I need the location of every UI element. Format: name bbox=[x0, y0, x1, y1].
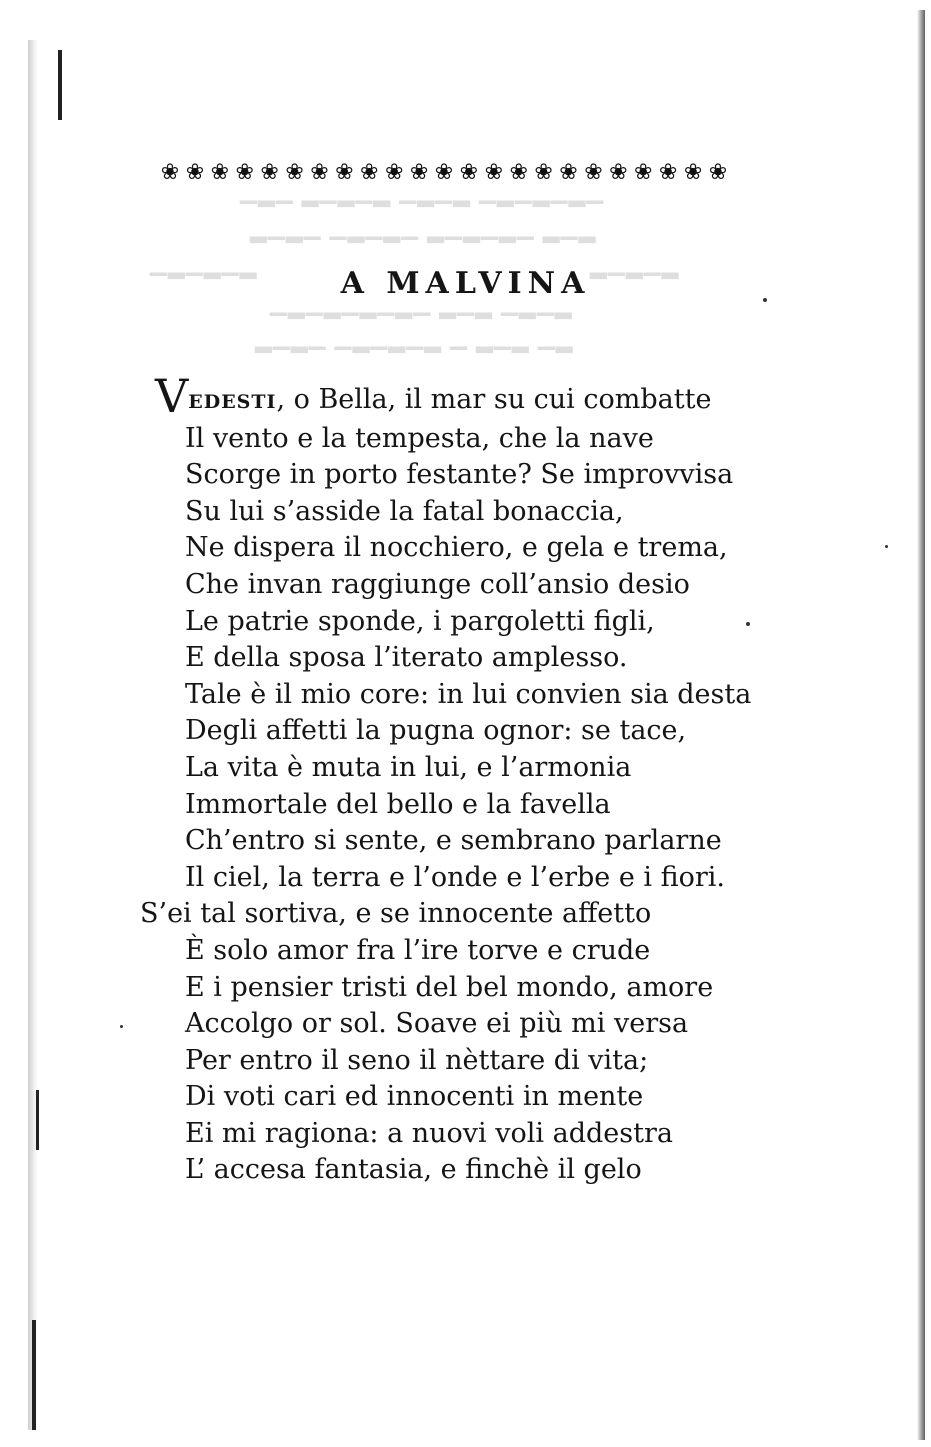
poem-line: Immortale del bello e la favella bbox=[185, 788, 611, 820]
poem-line: Di voti cari ed innocenti in mente bbox=[185, 1081, 644, 1113]
flower-ornament-icon: ❀ bbox=[559, 160, 578, 185]
poem-title: A MALVINA bbox=[340, 266, 591, 301]
poem-line: E della sposa l’iterato amplesso. bbox=[185, 642, 628, 674]
flower-ornament-icon: ❀ bbox=[434, 160, 454, 185]
scan-left-mark bbox=[32, 1320, 36, 1430]
poem-line: E i pensier tristi del bel mondo, amore bbox=[185, 971, 714, 1003]
poem-line: Ch’entro si sente, e sembrano parlarne bbox=[185, 825, 722, 857]
poem-line: Degli affetti la pugna ognor: se tace, bbox=[185, 715, 687, 747]
show-through: ▁▂▁▂▁▂ bbox=[150, 272, 258, 297]
flower-ornament-icon: ❀ bbox=[708, 160, 728, 185]
flower-ornament-icon: ❀ bbox=[160, 160, 180, 185]
show-through: ▁▂▁ ▂▁▂▁▂ ▁▂▁▂ ▁▂▁▂▁▂▁ bbox=[240, 200, 605, 225]
flower-ornament-icon: ❀ bbox=[584, 160, 603, 185]
poem-line: Le patrie sponde, i pargoletti figli, bbox=[185, 605, 655, 637]
flower-ornament-icon: ❀ bbox=[260, 160, 279, 185]
poem-line: L’ accesa fantasia, e finchè il gelo bbox=[185, 1154, 642, 1186]
ink-speck bbox=[885, 545, 888, 548]
poem-line: La vita è muta in lui, e l’armonia bbox=[185, 751, 632, 783]
poem-line: Ei mi ragiona: a nuovi voli addestra bbox=[185, 1117, 673, 1149]
poem-line: Su lui s’asside la fatal bonaccia, bbox=[185, 495, 624, 527]
flower-ornament-icon: ❀ bbox=[634, 160, 653, 185]
flower-ornament-icon: ❀ bbox=[509, 160, 528, 185]
flower-ornament-icon: ❀ bbox=[335, 160, 354, 185]
flower-ornament-icon: ❀ bbox=[484, 160, 503, 185]
poem-line: Il vento e la tempesta, che la nave bbox=[185, 422, 654, 454]
scan-left-mark bbox=[36, 1090, 39, 1150]
flower-ornament-icon: ❀ bbox=[235, 160, 254, 185]
flower-ornament-icon: ❀ bbox=[658, 160, 678, 185]
flower-ornament-icon: ❀ bbox=[310, 160, 329, 185]
show-through: ▁▂▁▂▁▂▁▂▁ ▂▁▂ ▁▂▁▂ bbox=[270, 312, 573, 337]
scan-left-edge bbox=[28, 40, 38, 1430]
poem-first-line bbox=[155, 369, 751, 423]
flower-ornament-icon: ❀ bbox=[384, 160, 404, 185]
poem-line: Ne dispera il nocchiero, e gela e trema, bbox=[185, 532, 728, 564]
poem-body bbox=[140, 369, 752, 1189]
poem-line: Che invan raggiunge coll’ansio desio bbox=[185, 568, 690, 600]
show-through: ▂▁▂▁ ▁▂▁▂▁▂ ▁ ▂▁▂ ▁▂ bbox=[255, 346, 574, 371]
scan-left-mark bbox=[58, 50, 62, 120]
show-through: ▂▁▂▁ ▁▂▁▂▁ ▂▁▂▁▂▁ ▂▁▂ bbox=[250, 236, 597, 261]
first-line-text: , o Bella, il mar su cui combatte bbox=[276, 384, 712, 415]
ink-speck bbox=[763, 298, 767, 302]
ink-speck bbox=[746, 622, 750, 626]
scan-right-edge bbox=[917, 10, 925, 1440]
flower-ornament-icon: ❀ bbox=[534, 160, 553, 185]
ink-speck bbox=[120, 1025, 123, 1028]
flower-ornament-icon: ❀ bbox=[683, 160, 703, 185]
flower-ornament-icon: ❀ bbox=[459, 160, 479, 185]
drop-cap: V bbox=[155, 369, 189, 423]
small-caps-word: EDESTI bbox=[188, 391, 277, 413]
flower-ornament-icon: ❀ bbox=[409, 160, 429, 185]
poem-line: Tale è il mio core: in lui convien sia desta bbox=[185, 678, 752, 710]
poem-line: Il ciel, la terra e l’onde e l’erbe e i fiori. bbox=[185, 861, 725, 893]
flower-ornament-icon: ❀ bbox=[609, 160, 628, 185]
decorative-ornament-row bbox=[158, 160, 730, 185]
poem-line: È solo amor fra l’ire torve e crude bbox=[185, 934, 651, 966]
flower-ornament-icon: ❀ bbox=[285, 160, 304, 185]
flower-ornament-icon: ❀ bbox=[210, 160, 230, 185]
flower-ornament-icon: ❀ bbox=[360, 160, 379, 185]
poem-line: Scorge in porto festante? Se improvvisa bbox=[185, 459, 734, 491]
poem-line: Per entro il seno il nèttare di vita; bbox=[185, 1044, 649, 1076]
poem-line: Accolgo or sol. Soave ei più mi versa bbox=[185, 1008, 689, 1040]
flower-ornament-icon: ❀ bbox=[185, 160, 205, 185]
show-through: ▂▁▂▁▂ bbox=[590, 272, 680, 297]
poem-line-outdented: S’ei tal sortiva, e se innocente affetto bbox=[140, 898, 652, 930]
